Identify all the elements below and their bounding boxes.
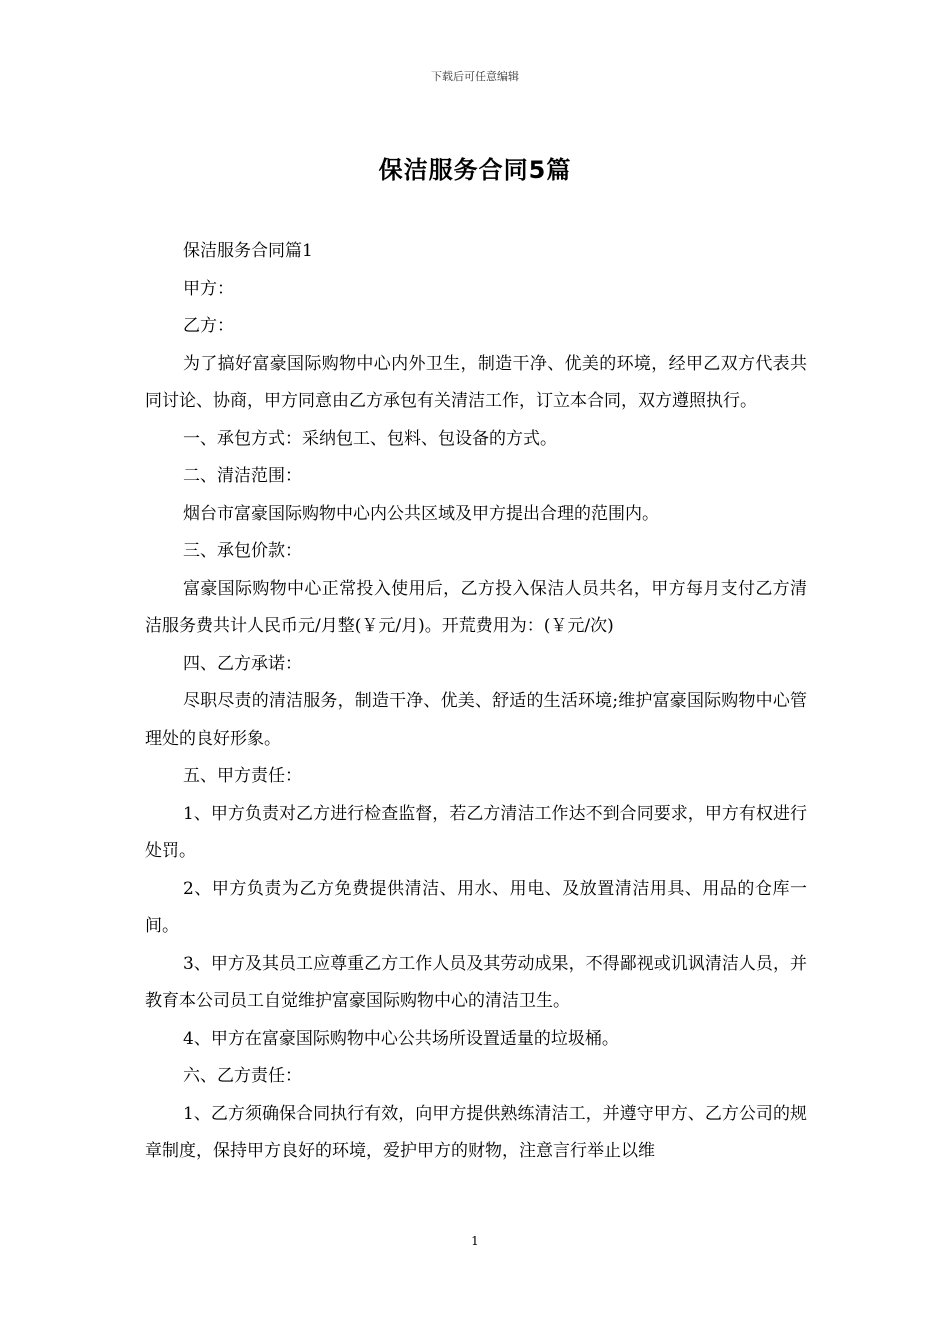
clause-commitment-text: 尽职尽责的清洁服务，制造干净、优美、舒适的生活环境;维护富豪国际购物中心管理处的良好形象。 bbox=[145, 691, 807, 749]
clause-price-heading: 三、承包价款： bbox=[183, 541, 302, 561]
clause-scope-text: 烟台市富豪国际购物中心内公共区域及甲方提出合理的范围内。 bbox=[183, 503, 659, 524]
party-a-duty-item: 1、甲方负责对乙方进行检查监督，若乙方清洁工作达不到合同要求，甲方有权进行处罚。 bbox=[145, 803, 807, 861]
party-a-line: 甲方： bbox=[183, 278, 234, 299]
party-a-duty-item: 4、甲方在富豪国际购物中心公共场所设置适量的垃圾桶。 bbox=[183, 1028, 619, 1049]
header-note: 下载后可任意编辑 bbox=[431, 70, 519, 83]
party-a-duty-item: 3、甲方及其员工应尊重乙方工作人员及其劳动成果，不得鄙视或讥讽清洁人员，并教育本公司员工自觉维护富豪国际购物中心的清洁卫生。 bbox=[145, 953, 807, 1011]
clause-commitment-heading: 四、乙方承诺： bbox=[183, 653, 302, 674]
intro-paragraph: 为了搞好富豪国际购物中心内外卫生，制造干净、优美的环境，经甲乙双方代表共同讨论、协商，甲方同意由乙方承包有关清洁工作，订立本合同，双方遵照执行。 bbox=[145, 353, 807, 411]
party-a-duty-item: 2、甲方负责为乙方免费提供清洁、用水、用电、及放置清洁用具、用品的仓库一间。 bbox=[145, 878, 807, 936]
page-number: 1 bbox=[471, 1234, 479, 1248]
clause-party-a-duty-heading: 五、甲方责任： bbox=[183, 766, 302, 786]
clause-scope-heading: 二、清洁范围： bbox=[183, 466, 302, 486]
party-b-duty-item: 1、乙方须确保合同执行有效，向甲方提供熟练清洁工，并遵守甲方、乙方公司的规章制度，保持甲方良好的环境，爱护甲方的财物，注意言行举止以维 bbox=[145, 1103, 807, 1161]
clause-party-b-duty-heading: 六、乙方责任： bbox=[183, 1066, 302, 1086]
party-b-line: 乙方： bbox=[183, 316, 234, 336]
clause-contract-method: 一、承包方式：采纳包工、包料、包设备的方式。 bbox=[183, 428, 557, 449]
clause-price-text: 富豪国际购物中心正常投入使用后，乙方投入保洁人员共名，甲方每月支付乙方清洁服务费共计人民币元/月整(￥元/月)。开荒费用为：(￥元/次) bbox=[145, 578, 807, 636]
document-title: 保洁服务合同5篇 bbox=[378, 156, 572, 184]
document-body bbox=[145, 233, 807, 1171]
section-heading: 保洁服务合同篇1 bbox=[183, 241, 313, 261]
